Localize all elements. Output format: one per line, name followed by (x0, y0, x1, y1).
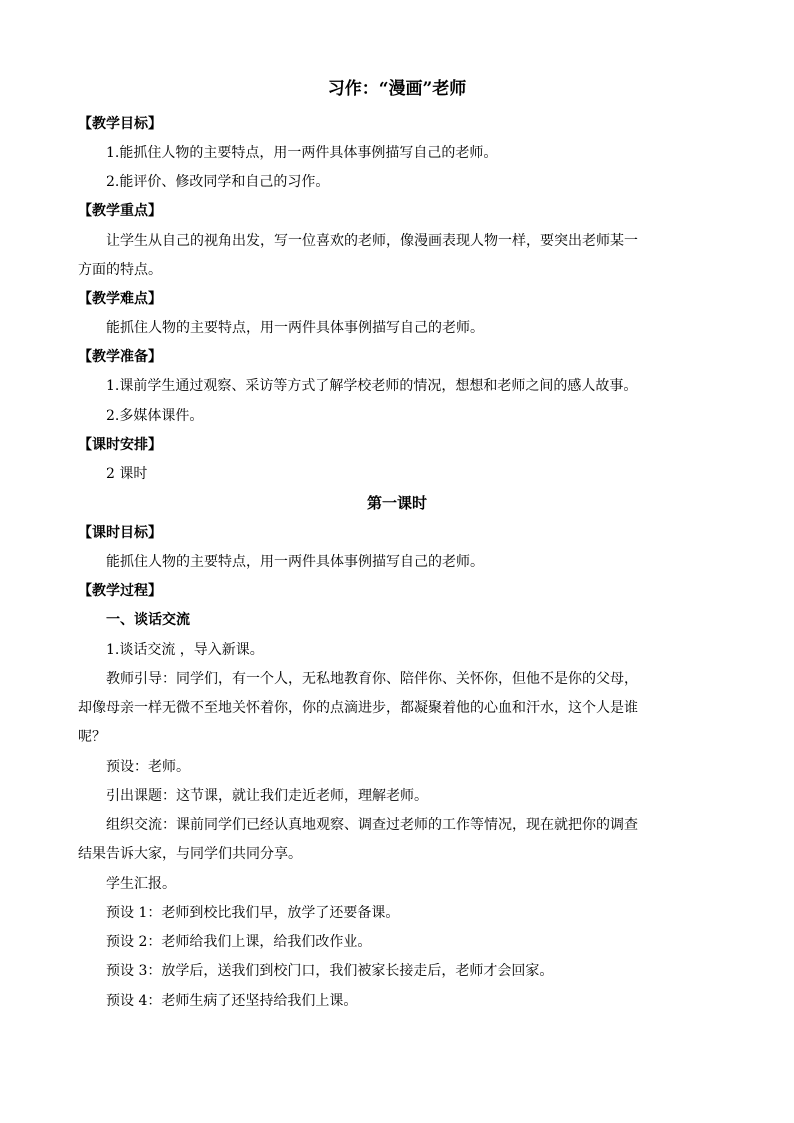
paragraph-preparation-2: 2.多媒体课件。 (106, 408, 204, 424)
paragraph-preset-3: 预设 3：放学后，送我们到校门口，我们被家长接走后，老师才会回家。 (106, 963, 554, 979)
paragraph-guide-line3: 呢？ (78, 729, 106, 745)
paragraph-preset-1: 预设 1：老师到校比我们早，放学了还要备课。 (106, 905, 400, 921)
paragraph-preset-4: 预设 4：老师生病了还坚持给我们上课。 (106, 993, 358, 1009)
paragraph-preset: 预设：老师。 (106, 759, 190, 775)
paragraph-step-1: 1.谈话交流 ，导入新课。 (106, 642, 264, 658)
section-heading-lesson-goals: 【课时目标】 (78, 525, 162, 541)
paragraph-guide-line2: 却像母亲一样无微不至地关怀着你，你的点滴进步，都凝聚着他的心血和汗水，这个人是谁 (78, 700, 638, 716)
paragraph-organize-line1: 组织交流：课前同学们已经认真地观察、调查过老师的工作等情况，现在就把你的调查 (106, 817, 638, 833)
paragraph-preparation-1: 1.课前学生通过观察、采访等方式了解学校老师的情况，想想和老师之间的感人故事。 (106, 378, 638, 394)
lesson-title: 第一课时 (366, 494, 427, 512)
section-heading-difficulties: 【教学难点】 (78, 291, 162, 307)
section-heading-goals: 【教学目标】 (78, 116, 162, 132)
paragraph-goal-1: 1.能抓住人物的主要特点，用一两件具体事例描写自己的老师。 (106, 145, 498, 161)
paragraph-goal-2: 2.能评价、修改同学和自己的习作。 (106, 174, 330, 190)
section-heading-process: 【教学过程】 (78, 583, 162, 599)
paragraph-lesson-goals: 能抓住人物的主要特点，用一两件具体事例描写自己的老师。 (106, 554, 484, 570)
section-heading-preparation: 【教学准备】 (78, 349, 162, 365)
paragraph-guide-line1: 教师引导：同学们，有一个人，无私地教育你、陪伴你、关怀你，但他不是你的父母， (106, 671, 638, 687)
paragraph-difficulties: 能抓住人物的主要特点，用一两件具体事例描写自己的老师。 (106, 320, 484, 336)
paragraph-report: 学生汇报。 (106, 876, 176, 892)
subheading-part-1: 一、谈话交流 (106, 612, 190, 628)
paragraph-organize-line2: 结果告诉大家，与同学们共同分享。 (78, 846, 302, 862)
section-heading-schedule: 【课时安排】 (78, 437, 162, 453)
document-title: 习作：“漫画”老师 (327, 79, 467, 99)
paragraph-key-points-line1: 让学生从自己的视角出发，写一位喜欢的老师，像漫画表现人物一样，要突出老师某一 (106, 233, 638, 249)
paragraph-schedule: 2 课时 (106, 466, 148, 482)
paragraph-preset-2: 预设 2：老师给我们上课，给我们改作业。 (106, 934, 372, 950)
paragraph-intro: 引出课题：这节课，就让我们走近老师，理解老师。 (106, 788, 428, 804)
paragraph-key-points-line2: 方面的特点。 (78, 262, 162, 278)
section-heading-key-points: 【教学重点】 (78, 203, 162, 219)
